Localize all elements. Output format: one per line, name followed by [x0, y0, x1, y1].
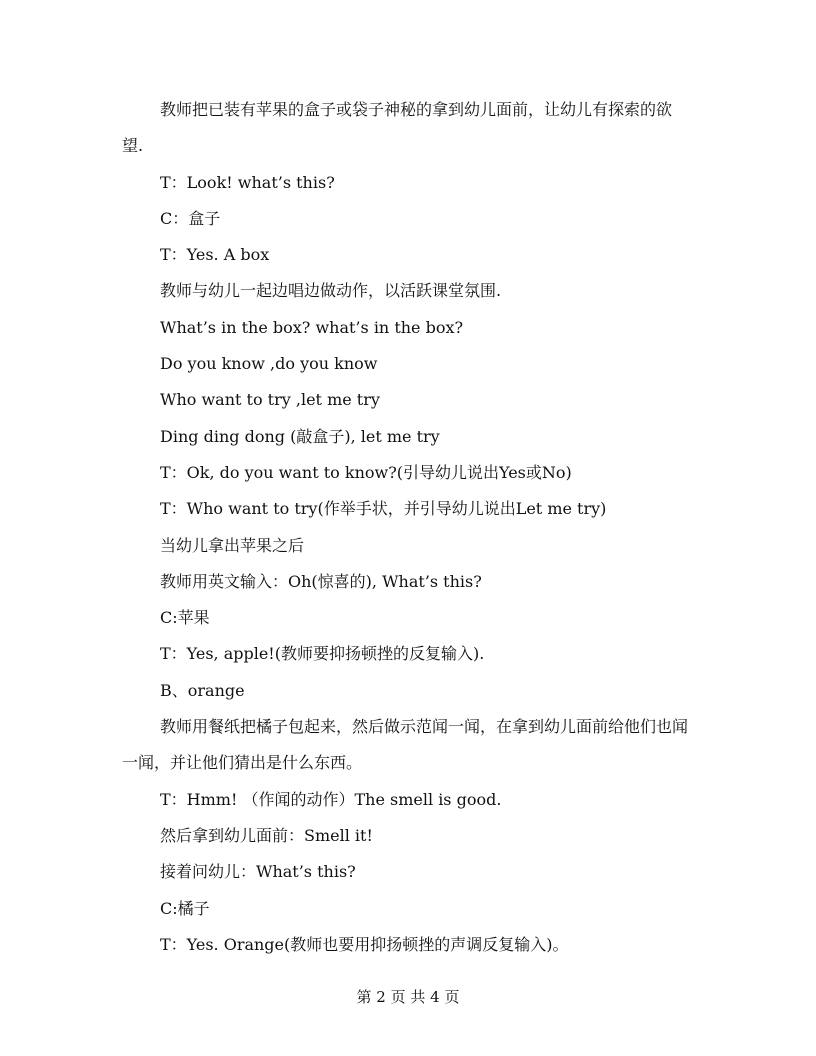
paragraph: 教师与幼儿一起边唱边做动作，以活跃课堂氛围.: [160, 281, 502, 301]
paragraph: 教师用餐纸把橘子包起来，然后做示范闻一闻，在拿到幼儿面前给他们也闻一闻，并让他们猜出是什么东西。: [122, 717, 689, 773]
page-number-footer: 第 2 页 共 4 页: [356, 988, 460, 1006]
paragraph: 教师用英文输入：Oh(惊喜的), What’s this?: [160, 571, 482, 591]
paragraph: T：Yes. Orange(教师也要用抑扬顿挫的声调反复输入)。: [160, 934, 569, 954]
paragraph: T：Hmm! （作闻的动作）The smell is good.: [160, 789, 502, 809]
paragraph: Do you know ,do you know: [160, 354, 378, 374]
paragraph: 教师把已装有苹果的盒子或袋子神秘的拿到幼儿面前，让幼儿有探索的欲望.: [122, 100, 673, 156]
paragraph: Ding ding dong (敲盒子), let me try: [160, 426, 440, 446]
paragraph: 当幼儿拿出苹果之后: [160, 535, 305, 555]
paragraph: C：盒子: [160, 208, 221, 228]
paragraph: C:苹果: [160, 608, 210, 628]
paragraph: 接着问幼儿：What’s this?: [160, 862, 356, 882]
document-body: [122, 92, 688, 963]
paragraph: What’s in the box? what’s in the box?: [160, 317, 464, 337]
paragraph: T：Yes. A box: [160, 245, 270, 265]
paragraph: Who want to try ,let me try: [160, 390, 380, 410]
paragraph: T：Look! what’s this?: [160, 172, 335, 192]
paragraph: T：Ok, do you want to know?(引导幼儿说出Yes或No): [160, 462, 572, 482]
paragraph: T：Who want to try(作举手状，并引导幼儿说出Let me try): [160, 499, 607, 519]
paragraph: B、orange: [160, 680, 245, 700]
paragraph: C:橘子: [160, 898, 210, 918]
paragraph: T：Yes, apple!(教师要抑扬顿挫的反复输入).: [160, 644, 485, 664]
paragraph: 然后拿到幼儿面前：Smell it!: [160, 825, 373, 845]
